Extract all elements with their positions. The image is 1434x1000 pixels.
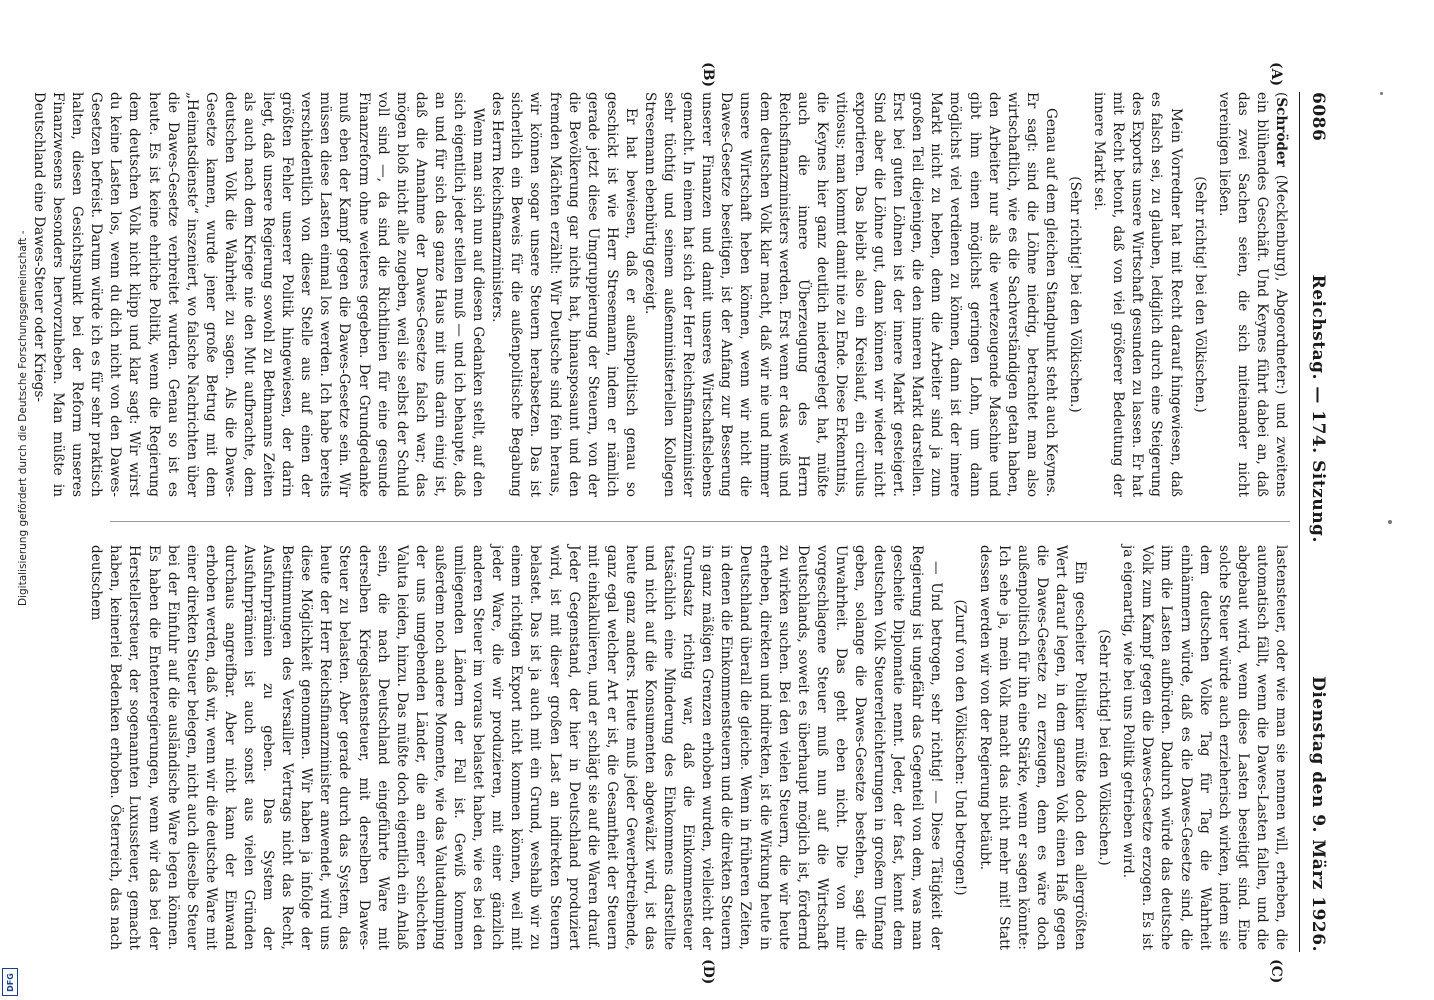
paragraph: — Und betrogen, sehr richtig! — Diese Tätigkeit der Regierung ist ungefähr das Gegenteil von dem, was man gescheite Diplomatie nennt. Jeder, der fast, kennt dem deutschen Volk Steuererleichterungen in großem Umfang geben, solange die Dawes-Gesetze bestehen, sagt die Unwahrheit. Das geht eben nicht. Die von mir vorgeschlagene Steuer muß nun auf die Wirtschaft Deutschlands, soweit es überhaupt möglich ist, fördernd zu wirken suchen. Bei den vielen Steuern, die wir heute erheben, direkten und indirekten, ist die Wirkung heute in Deutschland überall die gleiche. Wenn in früheren Zeiten, in denen die Einkommensteuern und die direkten Steuern in ganz mäßigen Grenzen erhoben wurden, vielleicht der Grundsatz richtig war, daß die Einkommensteuer tatsächlich eine Minderung des Einkommens darstellte und nicht auf die Konsumenten abgewälzt wird, ist das heute ganz anders. Heute muß jeder Gewerbetreibende, ganz egal welcher Art er ist, die Gesamtheit der Steuern mit einkalkulieren, und er schlägt sie auf die Waren drauf. Jeder Gegenstand, der hier in Deutschland produziert wird, ist mit dieser großen Last an indirekten Steuern belastet. Das ist ja auch mit ein Grund, weshalb wir zu einem richtigen Export nicht kommen können, weil mit jeder Ware, die wir produzieren, mit einer gänzlich anderen Steuer im voraus belastet haben, wie es bei den umliegenden Ländern der Fall ist. Gewiß kommen außerdem noch andere Momente, wie das Valutadumping der uns umgebenden Länder, die an einer schlechten Valuta leiden, hinzu. Das müßte doch eigentlich ein Anlaß sein, die nach Deutschland eingeführte Ware mit derselben Kriegslastensteuer, mit derselben Dawes-Steuer zu belasten. Aber gerade durch das System, das heute der Herr Reichsfinanzminister anwendet, wird uns diese Möglichkeit genommen. Wir haben ja infolge der Bestimmungen des Versailler Vertrags nicht das Recht, Ausfuhrprämien zu geben. Das System der Ausfuhrprämien ist auch sonst aus vielen Gründen durchaus angreifbar. Aber nicht kann der Einwand erhoben werden, daß wir, wenn wir die deutsche Ware mit einer direkten Steuer belegen, nicht auch dieselbe Steuer bei der Einfuhr auf die ausländische Ware legen können. Es haben die Ententeregierungen, wenn wir das bei der Herstellersteuer, der sogenannten Luxussteuer, gemacht haben, keinerlei Bedenken erhoben. Österreich, das nach deutschem (88, 545, 945, 950)
dfg-logo-text: DFG (5, 972, 15, 992)
paragraph: Mein Vorredner hat mit Recht darauf hingewiesen, daß es falsch sei, zu glauben, lediglich durch eine Steigerung des Exports unsere Wirtschaft gesunden zu lassen. Er hat mit Recht betont, daß von viel größerer Bedeutung der innere Markt sei. (1091, 92, 1184, 497)
speaker-note: (Mecklenburg), Abgeordneter: (1273, 174, 1289, 390)
left-text-column (31, 92, 1290, 497)
column-divider (110, 521, 1290, 522)
paragraph: Genau auf dem gleichen Standpunkt steht auch Keynes. Er sagt: sind die Löhne niedrig, betrachtet man also wirtschaftlich, wie es die Sachverständigen getan haben, den Arbeiter nur als die wertezeugende Maschine und gibt ihm einen möglichst geringen Lohn, um dann möglichst viel verdienen zu können, dann ist der innere Markt nicht zu heben, denn die Arbeiter sind ja zum großen Teil diejenigen, die den inneren Markt darstellen. Erst bei guten Löhnen ist der innere Markt gesteigert. Sind aber die Löhne gut, dann können wir wieder nicht exportieren. Das bleibt also ein Kreislauf, ein circulus vitiosus; man kommt damit nie zu Ende. Diese Erkenntnis, die Keynes hier ganz deutlich niedergelegt hat, müßte auch die innere Überzeugung des Herrn Reichsfinanzministers werden. Erst wenn er das weiß und dem deutschen Volk klar macht, daß wir nie und nimmer unsere Wirtschaft heben können, wenn wir nicht die Dawes-Gesetze beseitigen, ist der Anfang zur Besserung unserer Finanzen und damit unseres Wirtschaftslebens gemacht. In einem hat sich der Herr Reichsfinanzminister sehr tüchtig und seinem außenministeriellen Kollegen Stresemann ebenbürtig gezeigt. (642, 92, 1059, 497)
paragraph: Wenn man sich nun auf diesen Gedanken stellt, auf den sich eigentlich jeder stellen muß — und ich behaupte, daß an und für sich das ganze Haus mit uns darin einig ist, daß die Annahme der Dawes-Gesetze falsch war; das mögen bloß nicht alle zugeben, weil sie selbst der Schuld voll sind —, da sind die Richtlinien für eine gesunde Finanzreform ohne weiteres gegeben. Der Grundgedanke muß eben der Kampf gegen die Dawes-Gesetze sein. Wir müssen diese Lasten einmal los werden. Ich habe bereits verschiedentlich von dieser Stelle aus auf einen der größten Fehler unserer Politik hingewiesen, der darin liegt, daß unsere Regierung sowohl zu Bethmanns Zeiten als auch nach dem Kriege nie den Mut aufbrachte, dem deutschen Volk die Wahrheit zu sagen. Als die Dawes-Gesetze kamen, wurde jener große Betrug mit dem „Heimatsdienste“ inszeniert, wo falsche Nachrichten über die Dawes-Gesetze verbreitet wurden. Genau so ist es heute. Es ist keine ehrliche Politik, wenn die Regierung dem deutschen Volk nicht klipp und klar sagt: Wir wirst du keine Lasten los, wenn du dich nicht von den Dawes-Gesetzen befreist. Darum würde ich es für sehr praktisch halten, diesen Gesichtspunkt bei der Reform unseres Finanzwesens besonders hervorzuheben. Man müßte in Deutschland eine Dawes-Steuer oder Kriegs- (31, 92, 487, 497)
interjection: (Sehr richtig! bei den Völkischen.) (1067, 176, 1084, 413)
paragraph-text: und zweitens ein blühendes Geschäft. Und Keynes führt dabei an, daß das zwei Sachen seien, die sich miteinander nicht vereinigen ließen. (1215, 92, 1289, 497)
margin-mark-a: (A) (1268, 62, 1284, 87)
chamber-session: Reichstag. — 174. Sitzung. (1308, 274, 1328, 543)
scan-speck (1388, 520, 1392, 524)
header-rule (1299, 92, 1300, 952)
dfg-logo-icon (2, 968, 18, 996)
interjection: (Sehr richtig! bei den Völkischen.) (1191, 176, 1208, 413)
rotated-newspaper-page (31, 62, 1334, 985)
right-text-column (88, 545, 1290, 950)
running-head (1302, 92, 1334, 952)
paragraph: (Schröder (Mecklenburg), Abgeordneter:) und zweitens ein blühendes Geschäft. Und Keynes führt dabei an, daß das zwei Sachen seien, die sich miteinander nicht vereinigen ließen. (1215, 92, 1289, 497)
page-number: 6086 (1308, 92, 1328, 142)
credit-text: Digitalisierung gefördert durch die Deutsche Forschungsgemeinschaft - (17, 230, 29, 606)
margin-mark-b: (B) (700, 62, 716, 88)
paragraph: Er hat bewiesen, daß er außenpolitisch genau so geschickt ist wie Herr Stresemann, indem er nämlich gerade jetzt diese Umgruppierung der Steuern, von der die Bevölkerung gar nichts hat, hinausposaunt und den fremden Mächten erzählt: Wir Deutsche sind fein heraus, wir können sogar unsere Steuern herabsetzen. Das ist sicherlich ein Beweis für die außenpolitische Begabung des Herrn Reichsfinanzministers. (489, 92, 639, 497)
interjection: (Sehr richtig! bei den Völkischen.) (1096, 629, 1113, 866)
margin-mark-d: (D) (700, 959, 716, 985)
paragraph: lastensteuer, oder wie man sie nennen will, erheben, die automatisch fällt, wenn die Dawes-Lasten fallen, und die abgebaut wird, wenn diese Lasten beseitigt sind. Eine solche Steuer würde auch erzieherisch wirken, indem sie dem deutschen Volke Tag für Tag die Wahrheit einhämmern würde, daß es die Dawes-Gesetze sind, die ihm die Lasten aufbürden. Dadurch würde das deutsche Volk zum Kampf gegen die Dawes-Gesetze erzogen. Es ist ja eigenartig, wie bei uns Politik getrieben wird. (1120, 545, 1289, 950)
digitization-credit (0, 0, 29, 1000)
speaker-name: Schröder (1273, 97, 1289, 167)
paragraph: Ein gescheiter Politiker müßte doch den allergrößten Wert darauf legen, in dem ganzen Volk einen Haß gegen die Dawes-Gesetze zu erzeugen, denn es wäre doch außenpolitisch für ihn eine Stärke, wenn er sagen könnte: Ich sehe ja, mein Volk macht das nicht mehr mit! Statt dessen werden wir von der Regierung betäubt. (976, 545, 1089, 950)
scan-speck (1380, 92, 1383, 95)
session-date: Dienstag den 9. März 1926. (1308, 676, 1328, 952)
margin-mark-c: (C) (1268, 959, 1284, 984)
interjection: (Zuruf von den Völkischen: Und betrogen!) (952, 599, 969, 896)
